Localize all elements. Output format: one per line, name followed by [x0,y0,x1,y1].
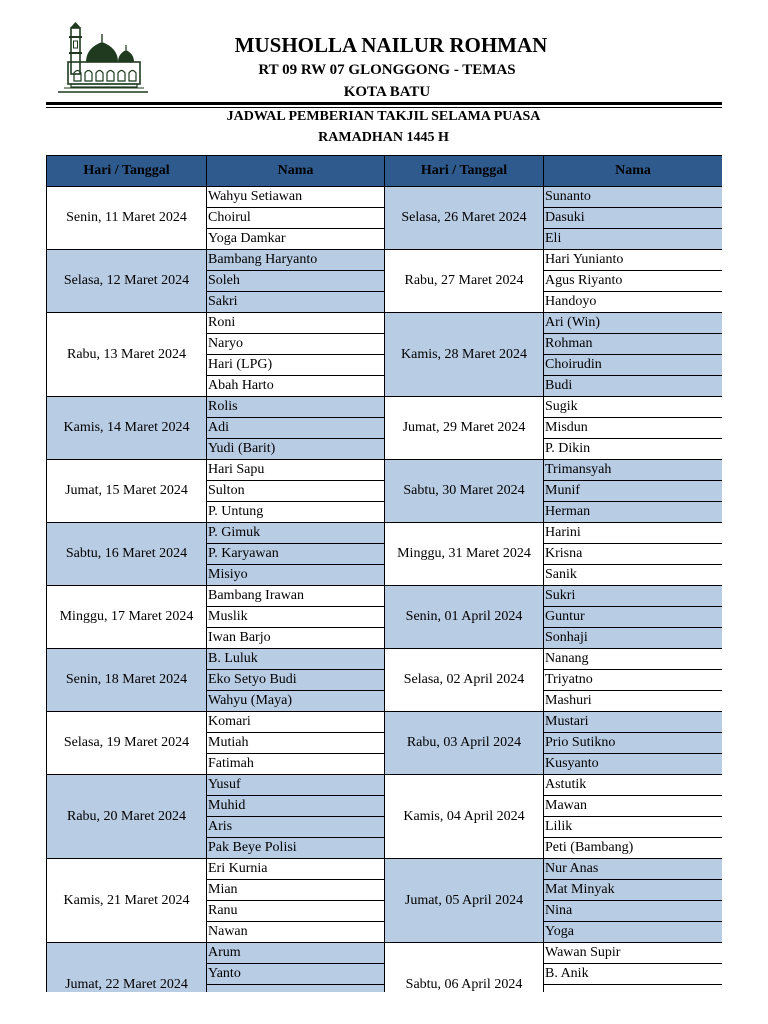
schedule-subtitle: RAMADHAN 1445 H [318,130,449,145]
assigned-name-left: Roni [207,313,385,334]
assigned-name-right: Budi [544,376,723,397]
schedule-date-left: Minggu, 17 Maret 2024 [47,586,207,649]
schedule-date-left: Rabu, 13 Maret 2024 [47,313,207,397]
table-row [47,523,723,544]
assigned-name-left: P. Karyawan [207,544,385,565]
assigned-name-left: Mutiah [207,733,385,754]
assigned-name-left: Mian [207,880,385,901]
assigned-name-left: B. Luluk [207,649,385,670]
assigned-name-left [207,985,385,993]
assigned-name-right: Kusyanto [544,754,723,775]
assigned-name-right: Yoga [544,922,723,943]
assigned-name-right: Hari Yunianto [544,250,723,271]
schedule-date-left: Kamis, 21 Maret 2024 [47,859,207,943]
table-row [47,250,723,271]
assigned-name-right: Choirudin [544,355,723,376]
table-row [47,586,723,607]
assigned-name-right: Sukri [544,586,723,607]
assigned-name-right: Nina [544,901,723,922]
schedule-date-left: Kamis, 14 Maret 2024 [47,397,207,460]
assigned-name-left: Choirul [207,208,385,229]
assigned-name-right: Nur Anas [544,859,723,880]
schedule-date-left: Senin, 18 Maret 2024 [47,649,207,712]
assigned-name-right: Mustari [544,712,723,733]
assigned-name-left: Bambang Haryanto [207,250,385,271]
schedule-date-left: Sabtu, 16 Maret 2024 [47,523,207,586]
schedule-date-left: Senin, 11 Maret 2024 [47,187,207,250]
table-row [47,460,723,481]
assigned-name-left: Fatimah [207,754,385,775]
assigned-name-right: Guntur [544,607,723,628]
assigned-name-right: B. Anik [544,964,723,985]
assigned-name-left: Soleh [207,271,385,292]
schedule-date-right: Jumat, 29 Maret 2024 [385,397,544,460]
assigned-name-right: Prio Sutikno [544,733,723,754]
assigned-name-right: Lilik [544,817,723,838]
assigned-name-left: Iwan Barjo [207,628,385,649]
schedule-date-right: Minggu, 31 Maret 2024 [385,523,544,586]
schedule-date-left: Selasa, 19 Maret 2024 [47,712,207,775]
assigned-name-left: Sulton [207,481,385,502]
schedule-date-left: Rabu, 20 Maret 2024 [47,775,207,859]
table-row [47,313,723,334]
assigned-name-left: Wahyu Setiawan [207,187,385,208]
schedule-date-right: Sabtu, 30 Maret 2024 [385,460,544,523]
assigned-name-right: Rohman [544,334,723,355]
assigned-name-left: Muslik [207,607,385,628]
assigned-name-left: Nawan [207,922,385,943]
assigned-name-left: Rolis [207,397,385,418]
assigned-name-right: Wawan Supir [544,943,723,964]
assigned-name-left: Pak Beye Polisi [207,838,385,859]
assigned-name-left: Hari (LPG) [207,355,385,376]
column-header-name-left: Nama [207,156,385,187]
schedule-date-left: Jumat, 22 Maret 2024 [47,943,207,993]
schedule-date-right: Jumat, 05 April 2024 [385,859,544,943]
assigned-name-right: Triyatno [544,670,723,691]
assigned-name-left: Hari Sapu [207,460,385,481]
assigned-name-right: Herman [544,502,723,523]
assigned-name-right: Trimansyah [544,460,723,481]
column-header-name-right: Nama [544,156,723,187]
assigned-name-left: Eri Kurnia [207,859,385,880]
schedule-date-right: Sabtu, 06 April 2024 [385,943,544,993]
schedule-date-right: Selasa, 02 April 2024 [385,649,544,712]
schedule-date-right: Kamis, 28 Maret 2024 [385,313,544,397]
assigned-name-right: Misdun [544,418,723,439]
schedule-date-right: Kamis, 04 April 2024 [385,775,544,859]
assigned-name-left: Adi [207,418,385,439]
assigned-name-right: P. Dikin [544,439,723,460]
column-header-date-left: Hari / Tanggal [47,156,207,187]
mosque-name-title: MUSHOLLA NAILUR ROHMAN [234,33,548,57]
assigned-name-left: Eko Setyo Budi [207,670,385,691]
assigned-name-right: Dasuki [544,208,723,229]
assigned-name-right: Krisna [544,544,723,565]
schedule-date-left: Jumat, 15 Maret 2024 [47,460,207,523]
assigned-name-left: Abah Harto [207,376,385,397]
assigned-name-right: Eli [544,229,723,250]
schedule-date-right: Rabu, 27 Maret 2024 [385,250,544,313]
table-row [47,775,723,796]
assigned-name-left: Naryo [207,334,385,355]
table-row [47,649,723,670]
assigned-name-right: Astutik [544,775,723,796]
assigned-name-left: Komari [207,712,385,733]
assigned-name-right: Harini [544,523,723,544]
assigned-name-right: Mawan [544,796,723,817]
assigned-name-right: Sanik [544,565,723,586]
schedule-table [46,155,722,992]
table-header-row [47,156,723,187]
city-line: KOTA BATU [343,84,431,100]
assigned-name-left: Wahyu (Maya) [207,691,385,712]
schedule-date-left: Selasa, 12 Maret 2024 [47,250,207,313]
assigned-name-left: Yanto [207,964,385,985]
assigned-name-right: Agus Riyanto [544,271,723,292]
schedule-date-right: Selasa, 26 Maret 2024 [385,187,544,250]
assigned-name-right: Sugik [544,397,723,418]
column-header-date-right: Hari / Tanggal [385,156,544,187]
assigned-name-right: Sonhaji [544,628,723,649]
table-row [47,712,723,733]
assigned-name-left: P. Untung [207,502,385,523]
assigned-name-right: Munif [544,481,723,502]
assigned-name-right: Mashuri [544,691,723,712]
assigned-name-left: Sakri [207,292,385,313]
assigned-name-right [544,985,723,993]
assigned-name-right: Handoyo [544,292,723,313]
assigned-name-right: Nanang [544,649,723,670]
assigned-name-left: Aris [207,817,385,838]
assigned-name-left: Misiyo [207,565,385,586]
schedule-table-container [46,155,722,992]
table-row [47,187,723,208]
table-row [47,859,723,880]
schedule-title: JADWAL PEMBERIAN TAKJIL SELAMA PUASA [226,109,541,124]
assigned-name-right: Peti (Bambang) [544,838,723,859]
schedule-table-body [47,187,723,993]
assigned-name-right: Mat Minyak [544,880,723,901]
assigned-name-left: Muhid [207,796,385,817]
assigned-name-right: Sunanto [544,187,723,208]
assigned-name-left: Yoga Damkar [207,229,385,250]
table-row [47,397,723,418]
header-divider-thick [46,102,722,105]
assigned-name-left: Arum [207,943,385,964]
schedule-date-right: Rabu, 03 April 2024 [385,712,544,775]
assigned-name-right: Ari (Win) [544,313,723,334]
assigned-name-left: P. Gimuk [207,523,385,544]
table-row [47,943,723,964]
assigned-name-left: Ranu [207,901,385,922]
assigned-name-left: Bambang Irawan [207,586,385,607]
schedule-date-right: Senin, 01 April 2024 [385,586,544,649]
assigned-name-left: Yusuf [207,775,385,796]
assigned-name-left: Yudi (Barit) [207,439,385,460]
address-line: RT 09 RW 07 GLONGGONG - TEMAS [258,62,516,78]
